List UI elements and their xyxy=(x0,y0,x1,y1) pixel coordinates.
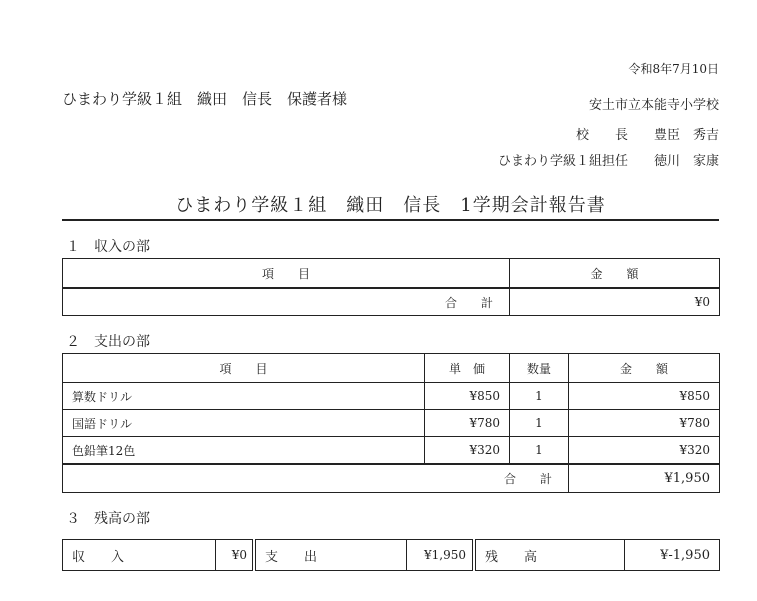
title-underline xyxy=(62,219,719,221)
expense-amount: ¥320 xyxy=(569,437,720,465)
expense-item: 算数ドリル xyxy=(63,383,425,410)
expense-heading: ２ 支出の部 xyxy=(66,334,150,350)
expense-col-item: 項 目 xyxy=(63,354,425,383)
balance-remaining-value: ¥-1,950 xyxy=(625,540,720,571)
income-heading: １ 収入の部 xyxy=(66,239,150,255)
balance-row xyxy=(63,540,720,571)
report-date: 令和8年7月10日 xyxy=(628,62,719,76)
expense-col-qty: 数量 xyxy=(510,354,569,383)
expense-unit: ¥780 xyxy=(425,410,510,437)
expense-qty: 1 xyxy=(510,383,569,410)
income-header-row xyxy=(63,259,720,289)
addressee: ひまわり学級１組 織田 信長 保護者様 xyxy=(62,90,348,108)
expense-total-row xyxy=(63,464,720,493)
income-table xyxy=(62,258,720,316)
expense-col-unit: 単 価 xyxy=(425,354,510,383)
teacher-name: ひまわり学級１組担任 徳川 家康 xyxy=(497,154,719,169)
report-title: ひまわり学級１組 織田 信長 1学期会計報告書 xyxy=(175,195,606,216)
income-col-amount: 金 額 xyxy=(510,259,720,289)
expense-item: 色鉛筆12色 xyxy=(63,437,425,465)
table-row xyxy=(63,410,720,437)
table-row xyxy=(63,437,720,465)
balance-heading: ３ 残高の部 xyxy=(66,511,150,527)
balance-expense-label: 支 出 xyxy=(256,540,407,571)
school-name: 安土市立本能寺小学校 xyxy=(588,98,719,113)
expense-amount: ¥850 xyxy=(569,383,720,410)
balance-expense-value: ¥1,950 xyxy=(407,540,473,571)
expense-table xyxy=(62,353,720,493)
expense-item: 国語ドリル xyxy=(63,410,425,437)
income-total-label: 合 計 xyxy=(63,288,510,316)
expense-qty: 1 xyxy=(510,410,569,437)
expense-unit: ¥850 xyxy=(425,383,510,410)
expense-col-amount: 金 額 xyxy=(569,354,720,383)
balance-income-value: ¥0 xyxy=(216,540,253,571)
expense-total-value: ¥1,950 xyxy=(569,464,720,493)
expense-unit: ¥320 xyxy=(425,437,510,465)
expense-amount: ¥780 xyxy=(569,410,720,437)
expense-qty: 1 xyxy=(510,437,569,465)
expense-total-label: 合 計 xyxy=(63,464,569,493)
balance-table xyxy=(62,539,720,571)
expense-header-row xyxy=(63,354,720,383)
balance-remaining-label: 残 高 xyxy=(476,540,625,571)
income-col-item: 項 目 xyxy=(63,259,510,289)
income-total-value: ¥0 xyxy=(510,288,720,316)
principal-name: 校 長 豊臣 秀吉 xyxy=(575,128,719,143)
table-row xyxy=(63,383,720,410)
balance-income-label: 収 入 xyxy=(63,540,216,571)
income-total-row xyxy=(63,288,720,316)
